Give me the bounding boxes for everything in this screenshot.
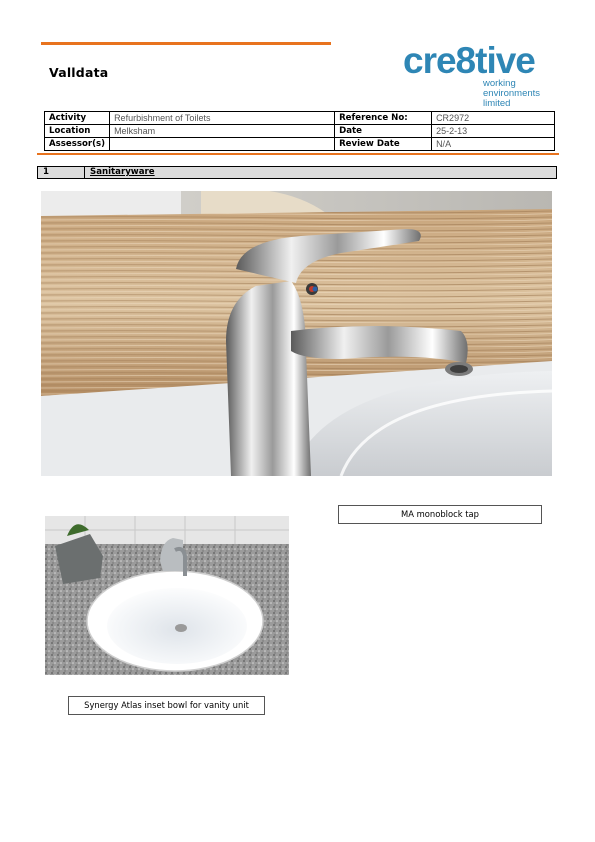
tap-caption: MA monoblock tap xyxy=(338,505,542,524)
review-date-label: Review Date xyxy=(335,138,432,151)
date-label: Date xyxy=(335,125,432,138)
activity-value: Refurbishment of Toilets xyxy=(110,112,335,125)
assessor-label: Assessor(s) xyxy=(45,138,110,151)
table-row xyxy=(45,112,555,125)
inset-basin-photo xyxy=(45,516,289,675)
assessment-info-table xyxy=(44,111,555,151)
header-rule xyxy=(41,42,331,45)
location-value: Melksham xyxy=(110,125,335,138)
cre8tive-logo xyxy=(403,40,553,110)
logo-wordmark: cre8tive xyxy=(403,40,535,81)
basin-caption: Synergy Atlas inset bowl for vanity unit xyxy=(68,696,265,715)
section-number: 1 xyxy=(43,167,49,177)
location-label: Location xyxy=(45,125,110,138)
date-value: 25-2-13 xyxy=(432,125,555,138)
activity-label: Activity xyxy=(45,112,110,125)
table-row xyxy=(45,125,555,138)
mixer-tap-photo xyxy=(41,191,552,476)
section-title: Sanitaryware xyxy=(90,167,155,177)
review-date-value: N/A xyxy=(432,138,555,151)
logo-tagline-2: environments xyxy=(483,88,541,99)
logo-tagline-3: limited xyxy=(483,98,511,109)
company-name: Valldata xyxy=(49,65,109,80)
reference-label: Reference No: xyxy=(335,112,432,125)
reference-value: CR2972 xyxy=(432,112,555,125)
table-row xyxy=(45,138,555,151)
table-underline-rule xyxy=(37,153,559,155)
section-divider xyxy=(84,166,85,179)
logo-tagline-1: working xyxy=(483,78,516,89)
assessor-value xyxy=(110,138,335,151)
